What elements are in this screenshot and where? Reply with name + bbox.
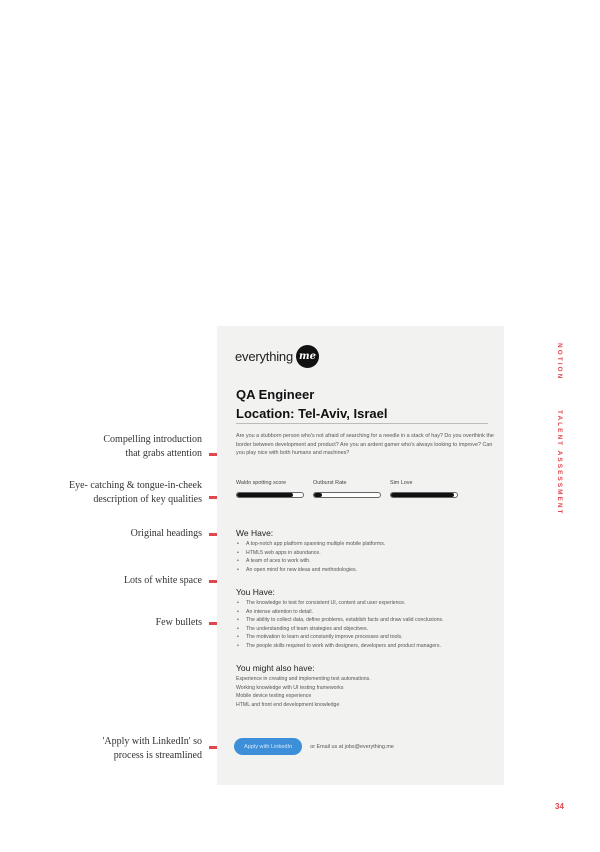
list-item: • The knowledge to test for consistent UI, content and user experience. <box>236 599 498 608</box>
page-number: 34 <box>555 802 564 811</box>
logo-badge-icon: me <box>296 345 319 368</box>
job-location: Location: Tel-Aviv, Israel <box>236 406 388 421</box>
list-item: • The ability to collect data, define problems, establish facts and draw valid conclusions. <box>236 616 498 625</box>
job-post-card <box>217 326 504 785</box>
meter-track <box>390 492 458 498</box>
annotation-white-space <box>124 574 202 588</box>
company-logo <box>235 345 319 368</box>
section-heading: We Have: <box>236 528 274 538</box>
quality-meters <box>236 480 457 498</box>
topic-label: TALENT ASSESSMENT <box>556 410 563 516</box>
annotation-bullets <box>156 616 202 630</box>
list-item: • The understanding of team strategies and objectives. <box>236 625 498 634</box>
list-item: Working knowledge with UI testing frameworks <box>236 684 344 691</box>
annotation-line: process is streamlined <box>113 750 202 761</box>
list-item: HTML and front end development knowledge <box>236 701 340 708</box>
section-heading: You Have: <box>236 587 275 597</box>
annotation-headings <box>131 527 202 541</box>
annotation-line: Lots of white space <box>123 575 202 586</box>
annotation-line: Compelling introduction <box>103 434 202 445</box>
meter-fill <box>391 493 454 497</box>
annotation-line: description of key qualities <box>93 494 202 505</box>
logo-wordmark: everything <box>235 349 293 364</box>
meter-label: Sim Love <box>390 480 413 486</box>
meter-fill <box>237 493 293 497</box>
we-have-section <box>236 528 498 574</box>
annotation-qualities <box>69 479 202 507</box>
meter-outburst <box>313 480 380 498</box>
annotation-line: Eye- catching & tongue-in-cheek <box>69 480 202 491</box>
meter-waldo <box>236 480 303 498</box>
list-item: • The motivation to learn and constantly improve processes and tools. <box>236 633 498 642</box>
annotation-line: Few bullets <box>155 617 202 628</box>
annotation-linkedin <box>103 735 202 763</box>
section-label: NOTION <box>556 343 563 381</box>
job-header <box>236 385 387 423</box>
meter-track <box>313 492 381 498</box>
list-item: • A team of aces to work with. <box>236 557 498 566</box>
list-item: • The people skills required to work with designers, developers and product managers. <box>236 642 498 651</box>
annotation-line: 'Apply with LinkedIn' so <box>102 736 202 747</box>
divider <box>236 423 488 424</box>
you-have-section <box>236 587 498 650</box>
list-item: • HTML5 web apps in abundance. <box>236 549 498 558</box>
meter-label: Waldo spotting score <box>236 480 287 486</box>
apply-with-linkedin-button[interactable]: Apply with LinkedIn <box>234 738 302 755</box>
meter-label: Outburst Rate <box>313 480 347 486</box>
job-intro: Are you a stubborn person who's not afraid of searching for a needle in a stack of hay? Do you overthink the border between development and product? Are you an ardent gamer who's always looking to improve? Can you play nice with both humans and machines? <box>236 433 494 456</box>
annotation-line: that grabs attention <box>125 448 202 459</box>
meter-fill <box>314 493 322 497</box>
list-item: • An open mind for new ideas and methodologies. <box>236 566 498 575</box>
list-item: • An intense attention to detail. <box>236 608 498 617</box>
meter-sim-love <box>390 480 457 498</box>
list-item: Experience in creating and implementing test automations. <box>236 676 371 682</box>
section-heading: You might also have: <box>236 663 315 673</box>
annotation-introduction <box>103 433 202 461</box>
job-title: QA Engineer <box>236 387 315 402</box>
list-item: Mobile device testing experience <box>236 693 312 699</box>
list-item: • A top-notch app platform spanning multiple mobile platforms. <box>236 540 498 549</box>
apply-row <box>234 738 394 755</box>
email-alternative: or Email us at jobs@everything.me <box>310 743 394 750</box>
might-have-section <box>236 663 498 709</box>
meter-track <box>236 492 304 498</box>
annotation-line: Original headings <box>130 528 202 539</box>
